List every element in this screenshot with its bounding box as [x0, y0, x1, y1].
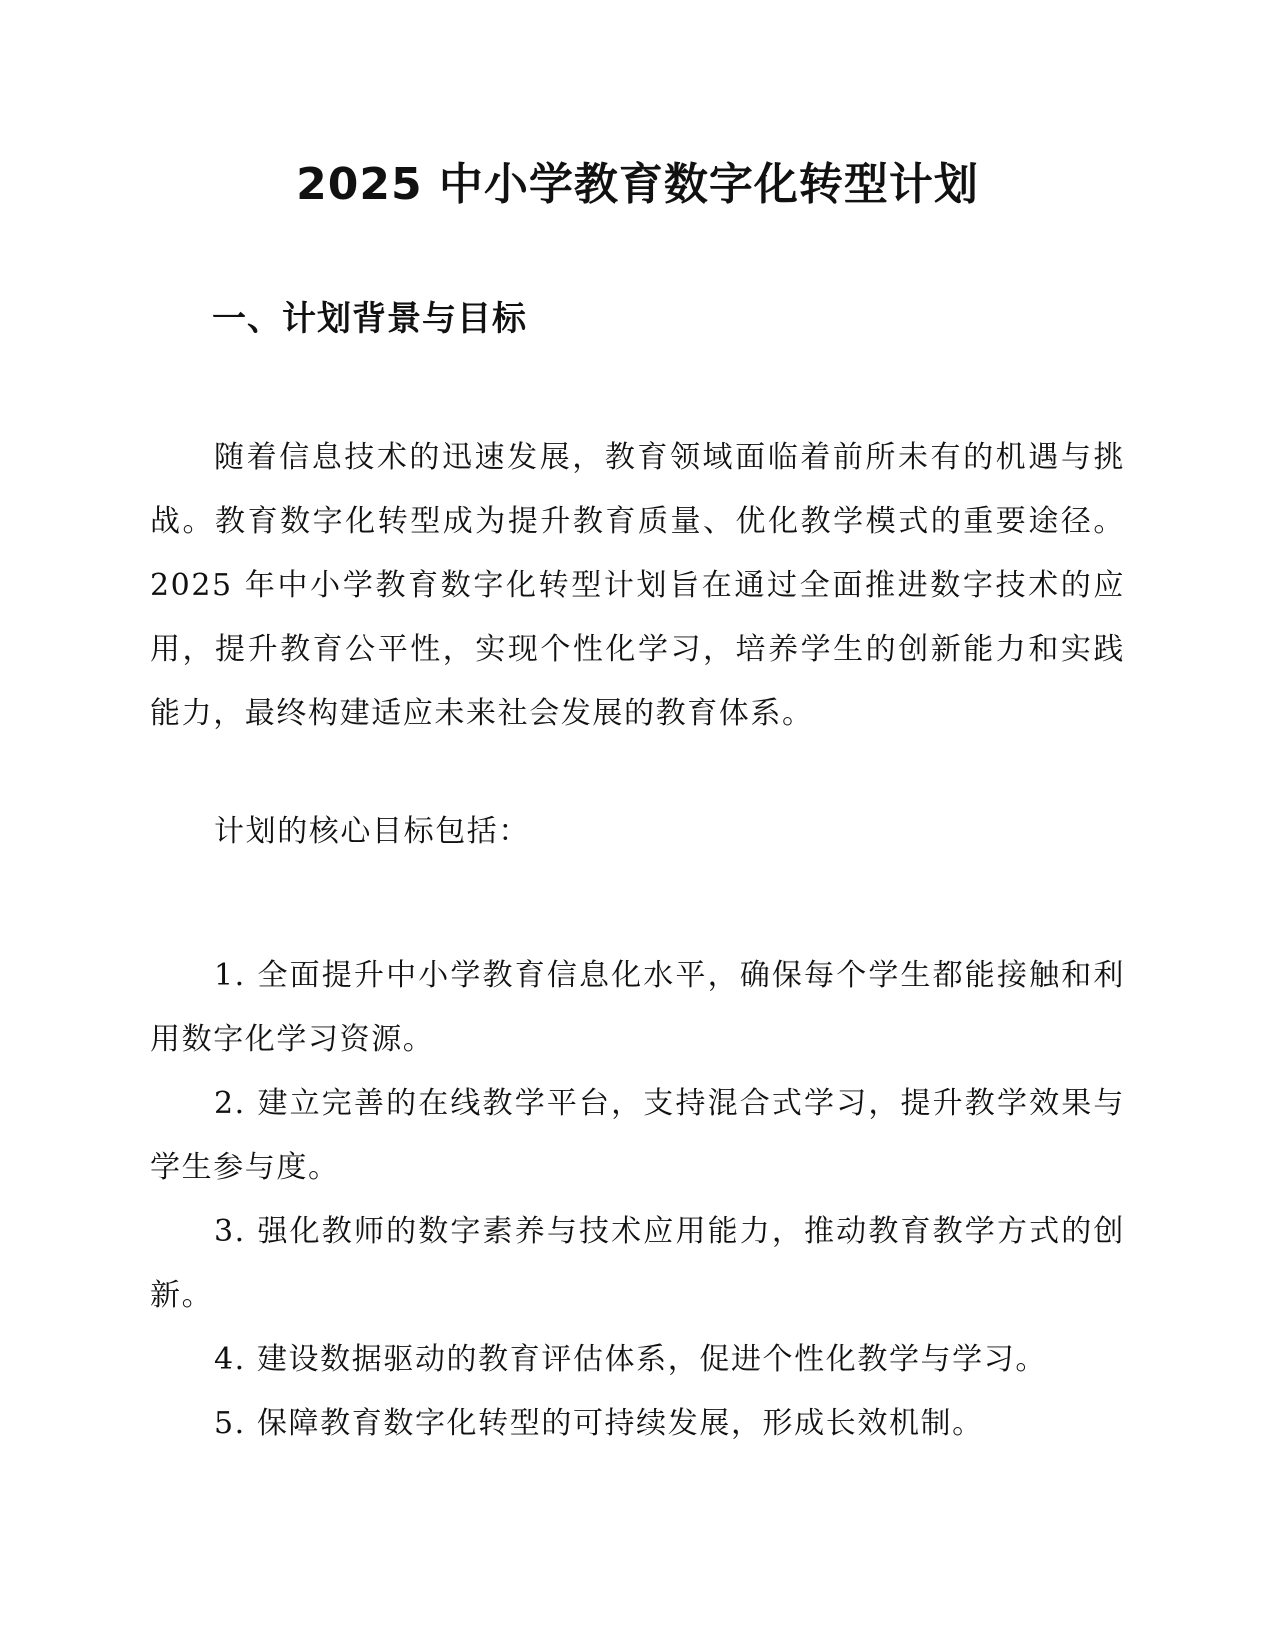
goal-item: 3. 强化教师的数字素养与技术应用能力，推动教育教学方式的创新。	[150, 1214, 1125, 1313]
goal-item: 2. 建立完善的在线教学平台，支持混合式学习，提升教学效果与学生参与度。	[150, 1086, 1125, 1185]
goal-item: 4. 建设数据驱动的教育评估体系，促进个性化教学与学习。	[214, 1342, 1047, 1377]
goals-lead: 计划的核心目标包括：	[214, 814, 530, 849]
intro-paragraph: 随着信息技术的迅速发展，教育领域面临着前所未有的机遇与挑战。教育数字化转型成为提升教育质量、优化教学模式的重要途径。2025 年中小学教育数字化转型计划旨在通过全面推进数字技术的应用，提升教育公平性，实现个性化学习，培养学生的创新能力和实践能力，最终构建适应未来社会发展的教育体系。	[150, 440, 1125, 731]
document-title: 2025 中小学教育数字化转型计划	[296, 159, 979, 210]
goal-item: 5. 保障教育数字化转型的可持续发展，形成长效机制。	[214, 1406, 984, 1441]
goal-item: 1. 全面提升中小学教育信息化水平，确保每个学生都能接触和利用数字化学习资源。	[150, 958, 1125, 1057]
section-heading: 一、计划背景与目标	[212, 299, 527, 339]
